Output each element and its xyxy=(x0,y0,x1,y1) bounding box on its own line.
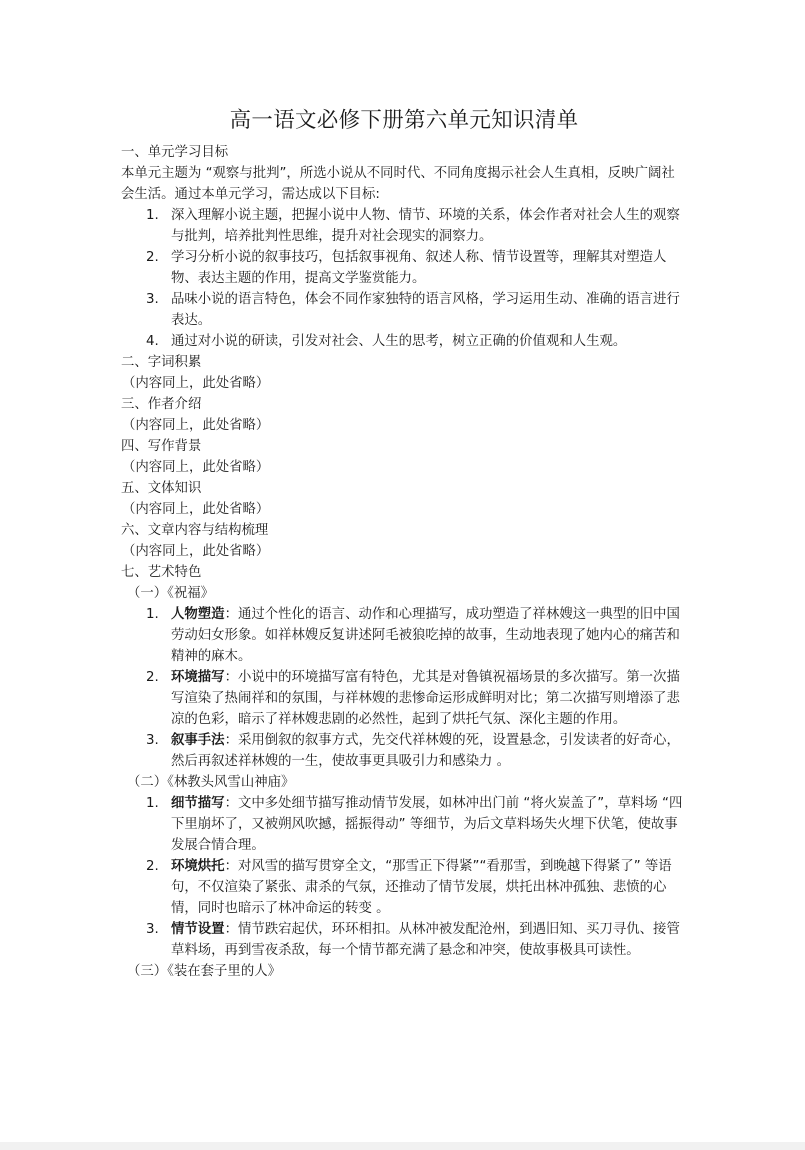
list-item: 3. 情节设置：情节跌宕起伏，环环相扣。从林冲被发配沧州，到遇旧知、买刀寻仇、接管草料场，再到雪夜杀敌，每一个情节都充满了悬念和冲突，使故事极具可读性。 xyxy=(146,922,680,958)
feature-term: 叙事手法 xyxy=(171,733,225,748)
feature-term: 环境描写 xyxy=(171,670,225,685)
list-item: 2. 环境描写：小说中的环境描写富有特色，尤其是对鲁镇祝福场景的多次描写。第一次描写渲染了热闹祥和的氛围，与祥林嫂的悲惨命运形成鲜明对比；第二次描写则增添了悲凉的色彩，暗示了祥林嫂悲剧的必然性，起到了烘托气氛、深化主题的作用。 xyxy=(146,670,680,727)
list-item: 3. 品味小说的语言特色，体会不同作家独特的语言风格，学习运用生动、准确的语言进行表达。 xyxy=(146,292,680,328)
linjiaotou-features-list xyxy=(121,793,687,961)
subsection-linjiaotou-title: （二）《林教头风雪山神庙》 xyxy=(127,775,295,790)
goals-list xyxy=(121,205,687,352)
list-item: 2. 环境烘托：对风雪的描写贯穿全文，“那雪正下得紧”“看那雪，到晚越下得紧了” 等语句，不仅渲染了紧张、肃杀的气氛，还推动了情节发展，烘托出林冲孤独、悲愤的心情，同时也暗示了林冲命运的转变 。 xyxy=(146,859,672,916)
feature-term: 环境烘托 xyxy=(171,859,225,874)
page-title: 高一语文必修下册第六单元知识清单 xyxy=(229,108,579,133)
feature-term: 细节描写 xyxy=(171,796,225,811)
section-3-heading: 三、作者介绍 xyxy=(121,397,202,412)
list-item: 1. 深入理解小说主题，把握小说中人物、情节、环境的关系，体会作者对社会人生的观察与批判，培养批判性思维，提升对社会现实的洞察力。 xyxy=(146,208,680,244)
subsection-taozi-title: （三）《装在套子里的人》 xyxy=(127,964,281,979)
section-5-heading: 五、文体知识 xyxy=(121,481,202,496)
feature-term: 人物塑造 xyxy=(171,607,225,622)
list-item: 3. 叙事手法：采用倒叙的叙事方式，先交代祥林嫂的死，设置悬念，引发读者的好奇心，然后再叙述祥林嫂的一生，使故事更具吸引力和感染力 。 xyxy=(146,733,680,769)
section-4-heading: 四、写作背景 xyxy=(121,439,202,454)
section-2-note: （内容同上，此处省略） xyxy=(122,376,270,391)
list-item: 2. 学习分析小说的叙事技巧，包括叙事视角、叙述人称、情节设置等，理解其对塑造人物、表达主题的作用，提高文学鉴赏能力。 xyxy=(146,250,667,286)
page-bottom-edge xyxy=(0,1142,805,1150)
section-1-heading: 一、单元学习目标 xyxy=(121,145,229,160)
list-item: 4. 通过对小说的研读，引发对社会、人生的思考，树立正确的价值观和人生观。 xyxy=(146,334,627,349)
section-3-note: （内容同上，此处省略） xyxy=(122,418,270,433)
section-7-heading: 七、艺术特色 xyxy=(121,565,202,580)
section-6-heading: 六、文章内容与结构梳理 xyxy=(121,523,269,538)
zhufu-features-list xyxy=(121,604,687,772)
section-5-note: （内容同上，此处省略） xyxy=(122,502,270,517)
section-4-note: （内容同上，此处省略） xyxy=(122,460,270,475)
section-6-note: （内容同上，此处省略） xyxy=(122,544,270,559)
subsection-zhufu-title: （一）《祝福》 xyxy=(127,586,215,601)
feature-term: 情节设置 xyxy=(171,922,225,937)
section-1-intro: 本单元主题为 “观察与批判”，所选小说从不同时代、不同角度揭示社会人生真相，反映广阔社会生活。通过本单元学习，需达成以下目标: xyxy=(121,166,675,202)
list-item: 1. 细节描写：文中多处细节描写推动情节发展，如林冲出门前 “将火炭盖了”，草料场 “四下里崩坏了，又被朔风吹撼，摇振得动” 等细节，为后文草料场失火埋下伏笔，使故事发展合情合理。 xyxy=(146,796,683,853)
section-2-heading: 二、字词积累 xyxy=(121,355,202,370)
list-item: 1. 人物塑造：通过个性化的语言、动作和心理描写，成功塑造了祥林嫂这一典型的旧中国劳动妇女形象。如祥林嫂反复讲述阿毛被狼吃掉的故事，生动地表现了她内心的痛苦和精神的麻木。 xyxy=(146,607,680,664)
